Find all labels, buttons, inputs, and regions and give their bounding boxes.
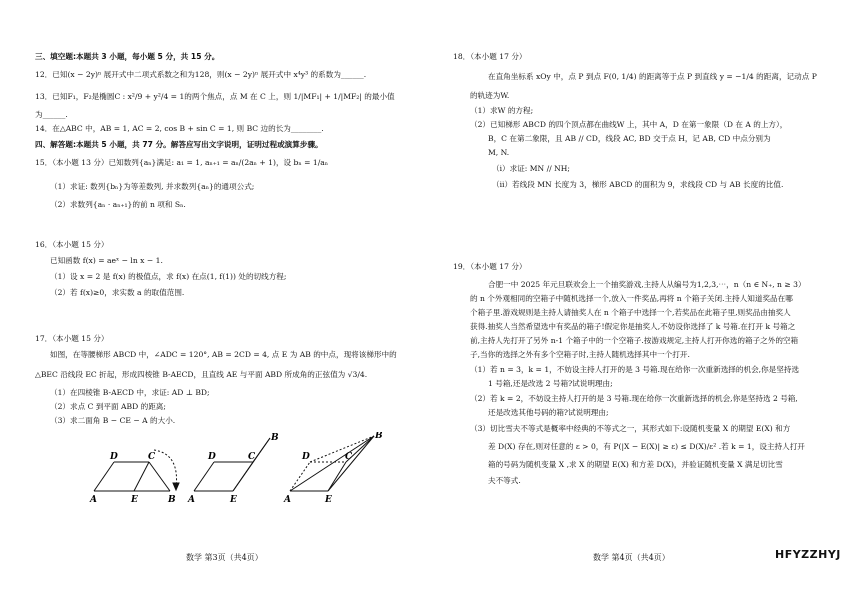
question-13-line1: 13．已知F₁，F₂是椭圆C : x²/9 + y²/4 = 1的两个焦点，点 M 在 C 上，则 1/|MF₁| + 1/|MF₂| 的最小值: [35, 92, 395, 101]
question-15-part1: （1）求证: 数列{bₙ}为等差数列, 并求数列{aₙ}的通项公式;: [50, 182, 255, 191]
question-17-stem2: △BEC 沿线段 EC 折起，形成四棱锥 B-AECD，且直线 AE 与平面 ABD 所成角的正弦值为 √3/4.: [35, 370, 368, 379]
fig2-label-e: E: [230, 495, 237, 505]
fig3-label-a: A: [284, 495, 291, 505]
question-18-part1: （1）求W 的方程;: [470, 106, 534, 115]
watermark-code: HFYZZHYJ: [775, 548, 841, 561]
question-16-part1: （1）设 x = 2 是 f(x) 的极值点，求 f(x) 在点(1, f(1)) 处的切线方程;: [50, 272, 287, 281]
fig3-label-b: B: [375, 432, 383, 441]
fig3-label-c: C: [345, 452, 353, 462]
question-18: 18．（本小题 17 分）: [453, 52, 527, 61]
question-17: 17．（本小题 15 分）: [35, 334, 109, 343]
page-4: [430, 0, 860, 599]
figure-trapezoid: [94, 450, 179, 491]
question-18-stem2: 的轨迹为W.: [470, 91, 510, 100]
question-12: 12．已知(x − 2y)ⁿ 展开式中二项式系数之和为128，则(x − 2y)ⁿ 展开式中 x⁴y³ 的系数为______.: [35, 70, 367, 79]
fig1-label-c: C: [148, 452, 156, 462]
question-16-part2: （2）若 f(x)≥0，求实数 a 的取值范围.: [50, 288, 185, 297]
section-fill-in-heading: 三、填空题:本题共 3 小题，每小题 5 分，共 15 分。: [35, 52, 220, 61]
question-14: 14．在△ABC 中，AB = 1, AC = 2, cos B + sin C = 1, 则 BC 边的长为________.: [35, 124, 324, 133]
question-19-stem6: 子,当你的选择之外有多个空箱子时,主持人随机选择其中一个打开.: [470, 350, 690, 359]
question-16-stem: 已知函数 f(x) = aeˣ − ln x − 1.: [50, 256, 163, 265]
question-17-part3: （3）求二面角 B − CE − A 的大小.: [50, 416, 176, 425]
question-19-part3-line3: 箱的号码为随机变量 X ,求 X 的期望 E(X) 和方差 D(X)，并验证随机变量 X 满足切比雪: [488, 460, 783, 469]
question-19-stem2: 的 n 个外观相同的空箱子中随机选择一个,放入一件奖品,再将 n 个箱子关闭.主持人知道奖品在哪: [470, 294, 793, 303]
question-19-stem4: 获得.抽奖人当然希望选中有奖品的箱子!假定你是抽奖人,不妨设你选择了 k 号箱.在打开 k 号箱之: [470, 322, 796, 331]
figure-folded: [194, 438, 270, 491]
question-18-part2-line3: M, N.: [488, 148, 510, 157]
fig2-label-a: A: [188, 495, 195, 505]
section-answer-heading: 四、解答题:本题共 5 小题，共 77 分。解答应写出文字说明，证明过程或演算步骤。: [35, 140, 323, 149]
question-18-part2-line2: B，C 在第二象限，且 AB // CD，线段 AC, BD 交于点 H，记 AB, CD 中点分别为: [488, 134, 771, 143]
question-19-stem1: 合肥一中 2025 年元旦联欢会上一个抽奖游戏,主持人从编号为1,2,3,⋯，n（n ∈ N₊, n ≥ 3）: [488, 280, 806, 289]
question-17-part1: （1）在四棱锥 B-AECD 中，求证: AD ⊥ BD;: [50, 388, 210, 397]
page-footer-4: 数学 第4页（共4页）: [593, 553, 670, 562]
question-18-part2-i: （i）求证: MN // NH;: [492, 164, 570, 173]
question-19-part1-line2: 1 号箱,还是改选 2 号箱?试说明理由;: [488, 379, 613, 388]
question-17-figures: [88, 432, 388, 512]
question-16: 16．（本小题 15 分）: [35, 240, 109, 249]
question-13-line2: 为______.: [35, 110, 68, 119]
fig2-label-c: C: [248, 452, 256, 462]
fig3-label-e: E: [325, 495, 332, 505]
fig1-label-a: A: [90, 495, 97, 505]
question-17-stem1: 如图，在等腰梯形 ABCD 中，∠ADC = 120°, AB = 2CD = 4, 点 E 为 AB 的中点，现将该梯形中的: [50, 350, 397, 359]
fig2-label-d: D: [208, 452, 216, 462]
fig3-label-d: D: [302, 452, 310, 462]
question-19-part2-line2: 还是改选其他号码的箱?试说明理由;: [488, 408, 609, 417]
question-19-part3-line4: 夫不等式.: [488, 476, 521, 485]
fig1-label-d: D: [110, 452, 118, 462]
fig1-label-e: E: [131, 495, 138, 505]
question-19-stem5: 前,主持人先打开了另外 n-1 个箱子中的一个空箱子.按游戏规定,主持人打开你选的箱子之外的空箱: [470, 336, 799, 345]
question-18-part2: （2）已知梯形 ABCD 的四个顶点都在曲线W 上，其中 A，D 在第一象限（D 在 A 的上方），: [470, 120, 788, 129]
question-19-stem3: 个箱子里.游戏规则是主持人请抽奖人在 n 个箱子中选择一个,若奖品在此箱子里,则奖品由抽奖人: [470, 308, 791, 317]
figure-pyramid: [290, 436, 374, 491]
question-17-part2: （2）求点 C 到平面 ABD 的距离;: [50, 402, 166, 411]
fig1-label-b: B: [168, 495, 176, 505]
question-19-part2: （2）若 k = 2，不妨设主持人打开的是 3 号箱.现在给你一次重新选择的机会,你是坚持选 2 号箱,: [470, 394, 798, 403]
question-15: 15．（本小题 13 分）已知数列{aₙ}满足: a₁ = 1, aₙ₊₁ = aₙ/(2aₙ + 1)，设 bₙ = 1/aₙ: [35, 158, 329, 167]
question-19: 19．（本小题 17 分）: [453, 262, 527, 271]
question-19-part3-line2: 差 D(X) 存在,则对任意的 ε > 0，有 P(|X − E(X)| ≥ ε) ≤ D(X)/ε² .若 k = 1，设主持人打开: [488, 442, 805, 451]
fig2-label-b: B: [271, 433, 279, 443]
question-19-part1: （1）若 n = 3，k = 1，不妨设主持人打开的是 3 号箱.现在给你一次重新选择的机会,你是坚持选: [470, 365, 800, 374]
page-footer-3: 数学 第3页（共4页）: [186, 553, 263, 562]
question-15-part2: （2）求数列{aₙ · aₙ₊₁}的前 n 项和 Sₙ.: [50, 200, 186, 209]
question-18-stem1: 在直角坐标系 xOy 中，点 P 到点 F(0, 1/4) 的距离等于点 P 到直线 y = −1/4 的距离，记动点 P: [488, 72, 817, 81]
question-18-part2-ii: （ii）若线段 MN 长度为 3，梯形 ABCD 的面积为 9，求线段 CD 与 AB 长度的比值.: [492, 180, 784, 189]
question-19-part3: （3）切比雪夫不等式是概率中经典的不等式之一，其形式如下:设随机变量 X 的期望 E(X) 和方: [470, 424, 791, 433]
